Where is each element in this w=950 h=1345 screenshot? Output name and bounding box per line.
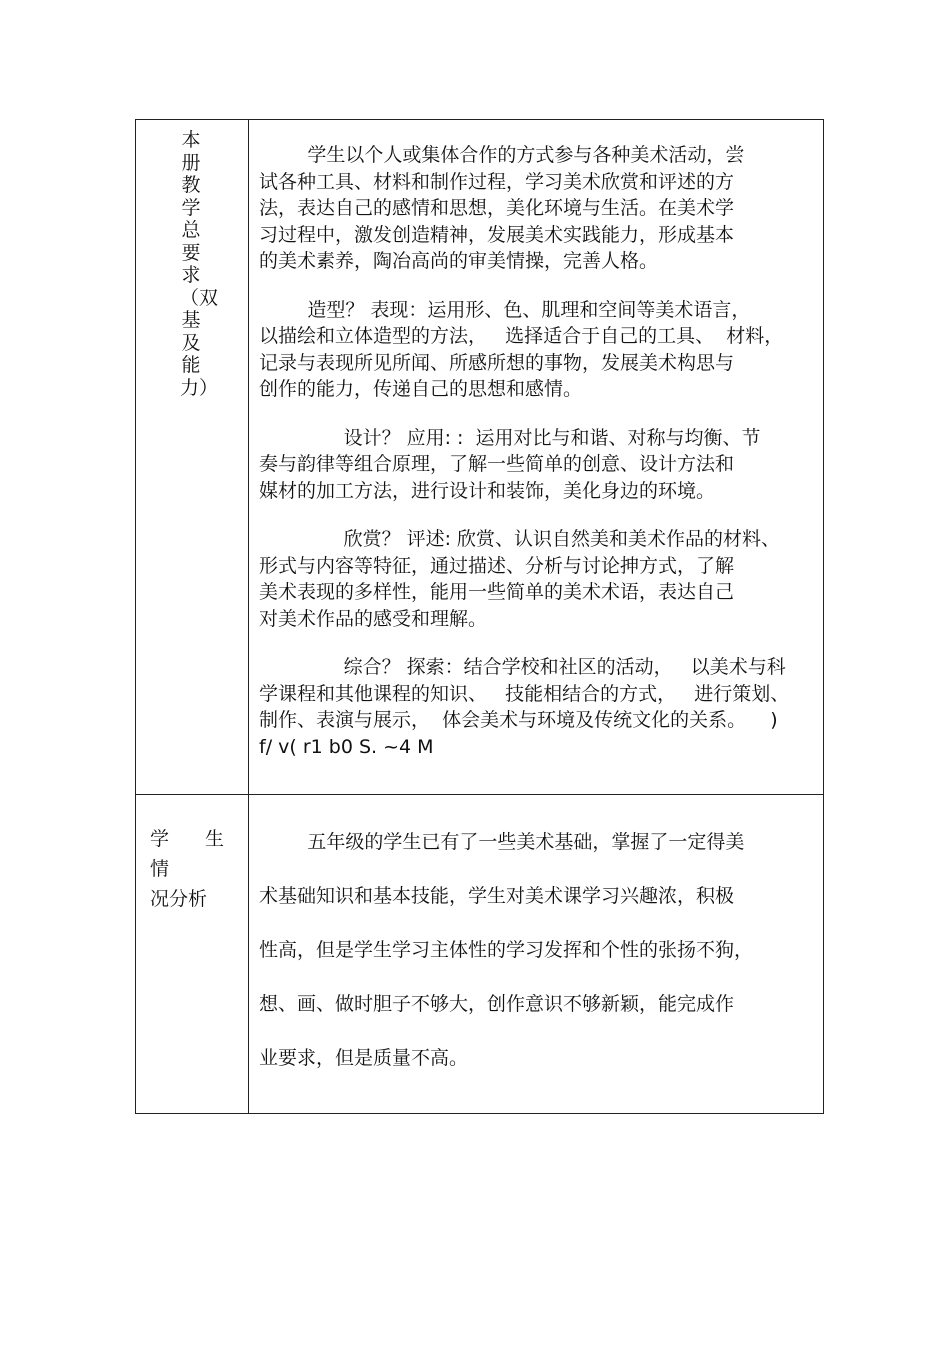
student-analysis-label-line1: 学 生 情 xyxy=(150,828,238,880)
requirements-paragraph-design: 设计？ 应用: : 运用对比与和谐、对称与均衡、节 奏与韵律等组合原理，了解一些简单的创意、设计方法和 媒材的加工方法，进行设计和装饰，美化身边的环境。 xyxy=(259,426,761,502)
requirements-paragraph-synthesis: 综合？ 探索：结合学校和社区的活动， 以美术与科 学课程和其他课程的知识、 技能相结合的方式， 进行策划、 制作、表演与展示， 体会美术与环境及传统文化的关系。 ) f/ v( r1 b0 S. ~4 M xyxy=(259,656,790,758)
table-row xyxy=(136,120,824,795)
student-analysis-paragraph: 五年级的学生已有了一些美术基础，掌握了一定得美 术基础知识和基本技能，学生对美术课学习兴趣浓，积极 性高，但是学生学习主体性的学习发挥和个性的张扬不狗， 想、画、做时胆子不够大，创作意识不够新颖，能完成作 业要求，但是质量不高。 xyxy=(259,831,754,1069)
student-analysis-label-line2: 况分析 xyxy=(150,888,208,910)
requirements-paragraph-appreciation: 欣赏？ 评述: 欣赏、认识自然美和美术作品的材料、 形式与内容等特征，通过描述、分析与讨论抻方式，了解 美术表现的多样性，能用一些简单的美术术语，表达自己 对美术作品的感受和理解。 xyxy=(259,528,781,630)
requirements-content-cell xyxy=(249,120,824,795)
requirements-paragraph-modeling: 造型？ 表现：运用形、色、肌理和空间等美术语言， 以描绘和立体造型的方法， 选择适合于自己的工具、 材料， 记录与表现所见所闻、所感所想的事物，发展美术构思与 创作的能力，传递自己的思想和感情。 xyxy=(259,298,784,400)
student-analysis-label xyxy=(150,824,238,914)
student-analysis-content-cell xyxy=(249,795,824,1114)
requirements-paragraph-general: 学生以个人或集体合作的方式参与各种美术活动，尝 试各种工具、材料和制作过程，学习美术欣赏和评述的方 法，表达自己的感情和思想，美化环境与生活。在美术学 习过程中，激发创造精神，发展美术实践能力，形成基本 的美术素养，陶冶高尚的审美情操，完善人格。 xyxy=(259,144,745,272)
requirements-label: 本册教学总要求（双基及能力） xyxy=(180,129,219,399)
student-analysis-label-cell xyxy=(136,795,249,1114)
plan-table xyxy=(135,119,824,1114)
table-row xyxy=(136,795,824,1114)
requirements-label-cell xyxy=(136,120,249,795)
